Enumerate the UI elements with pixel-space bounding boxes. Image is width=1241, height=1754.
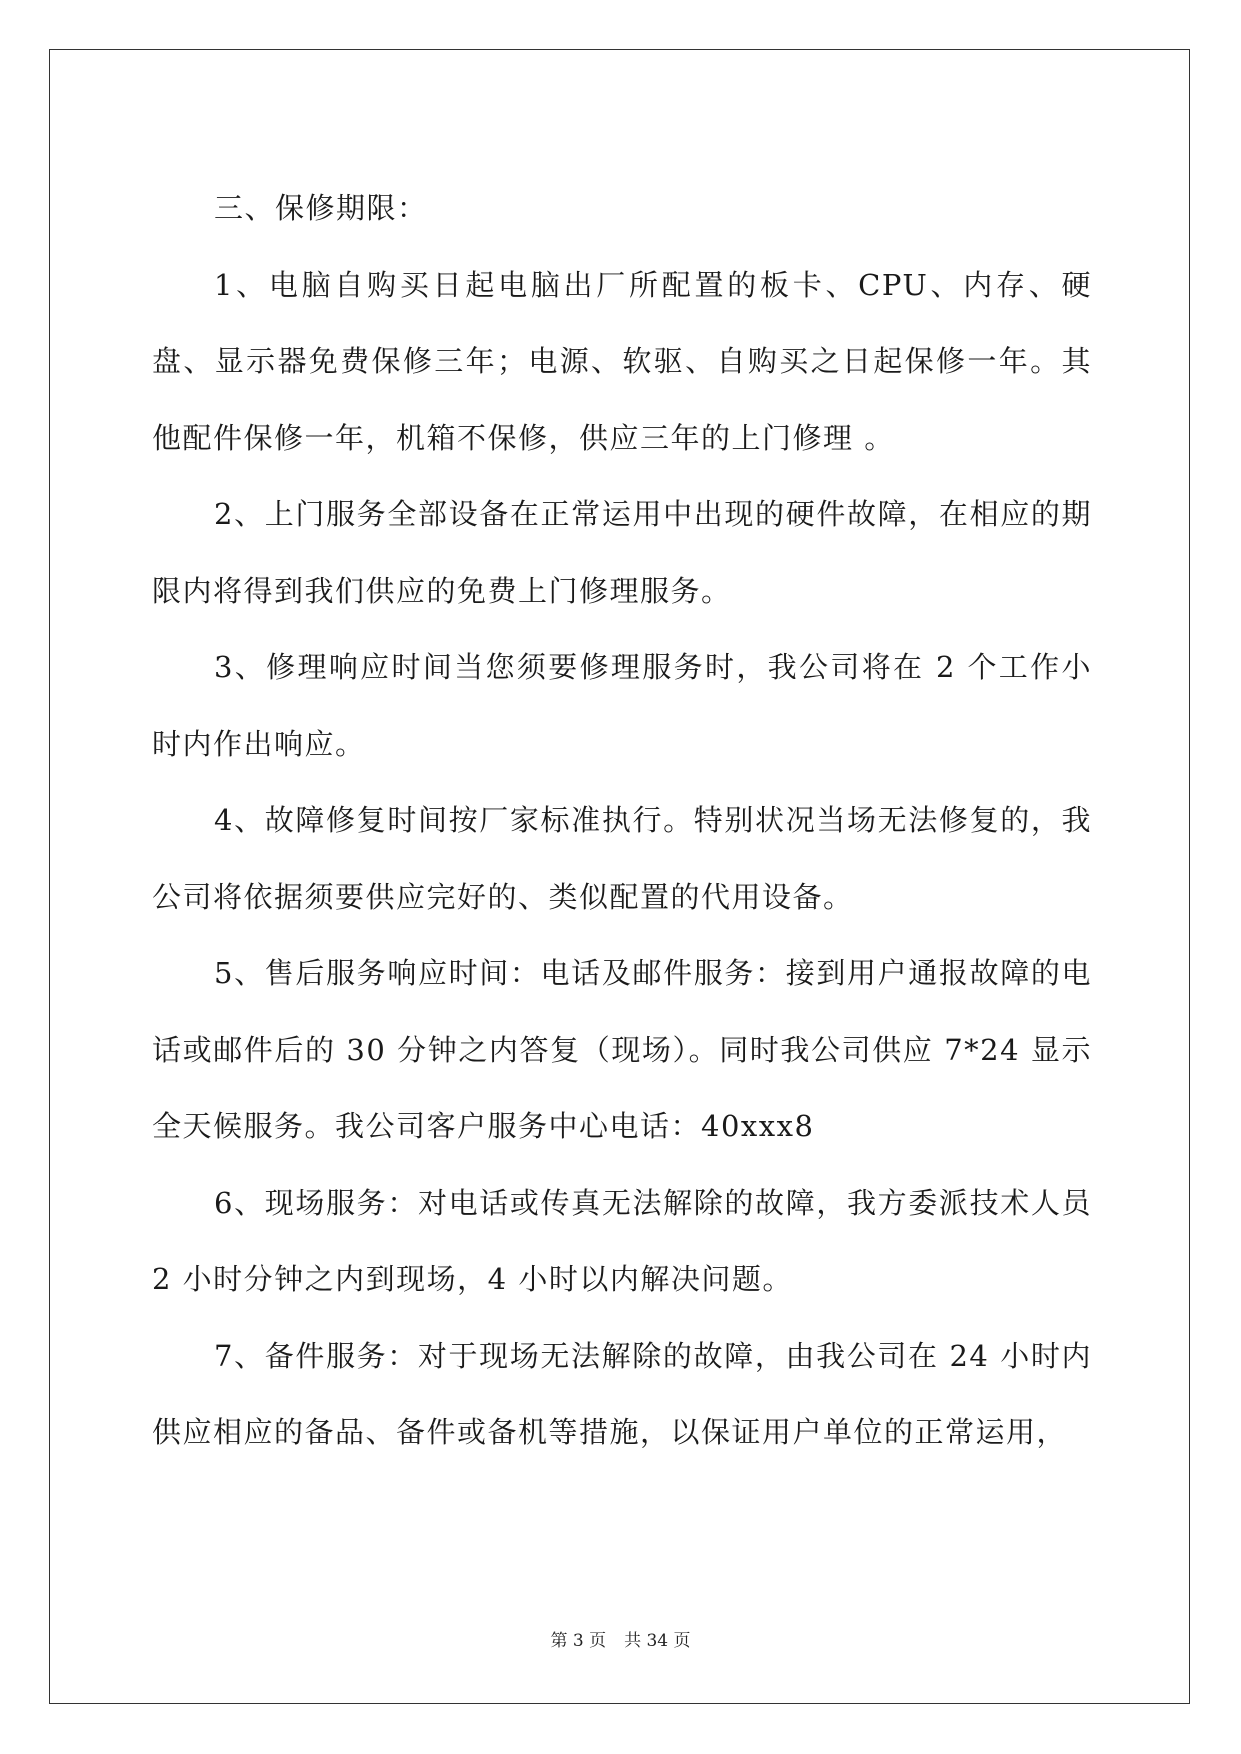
page-total: 共 34 页 (624, 1631, 691, 1651)
paragraph-item-4: 4、故障修复时间按厂家标准执行。特别状况当场无法修复的，我公司将依据须要供应完好的、类似配置的代用设备。 (152, 803, 1092, 914)
paragraph-item-7: 7、备件服务：对于现场无法解除的故障，由我公司在 24 小时内供应相应的备品、备件或备机等措施，以保证用户单位的正常运用， (152, 1338, 1092, 1449)
section-heading: 三、保修期限： (214, 191, 428, 225)
paragraph-item-3: 3、修理响应时间当您须要修理服务时，我公司将在 2 个工作小时内作出响应。 (152, 650, 1092, 761)
page-footer (0, 1626, 1241, 1651)
paragraph-item-6: 6、现场服务：对电话或传真无法解除的故障，我方委派技术人员 2 小时分钟之内到现场，4 小时以内解决问题。 (152, 1185, 1092, 1296)
paragraph-item-1: 1、电脑自购买日起电脑出厂所配置的板卡、CPU、内存、硬盘、显示器免费保修三年；电源、软驱、自购买之日起保修一年。其他配件保修一年，机箱不保修，供应三年的上门修理 。 (152, 267, 1092, 455)
page-number: 第 3 页 (550, 1631, 607, 1651)
document-body (152, 170, 1092, 1471)
paragraph-item-5: 5、售后服务响应时间：电话及邮件服务：接到用户通报故障的电话或邮件后的 30 分钟之内答复（现场）。同时我公司供应 7*24 显示全天候服务。我公司客户服务中心电话：40xxx8 (152, 956, 1092, 1143)
paragraph-item-2: 2、上门服务全部设备在正常运用中出现的硬件故障，在相应的期限内将得到我们供应的免费上门修理服务。 (152, 497, 1092, 608)
